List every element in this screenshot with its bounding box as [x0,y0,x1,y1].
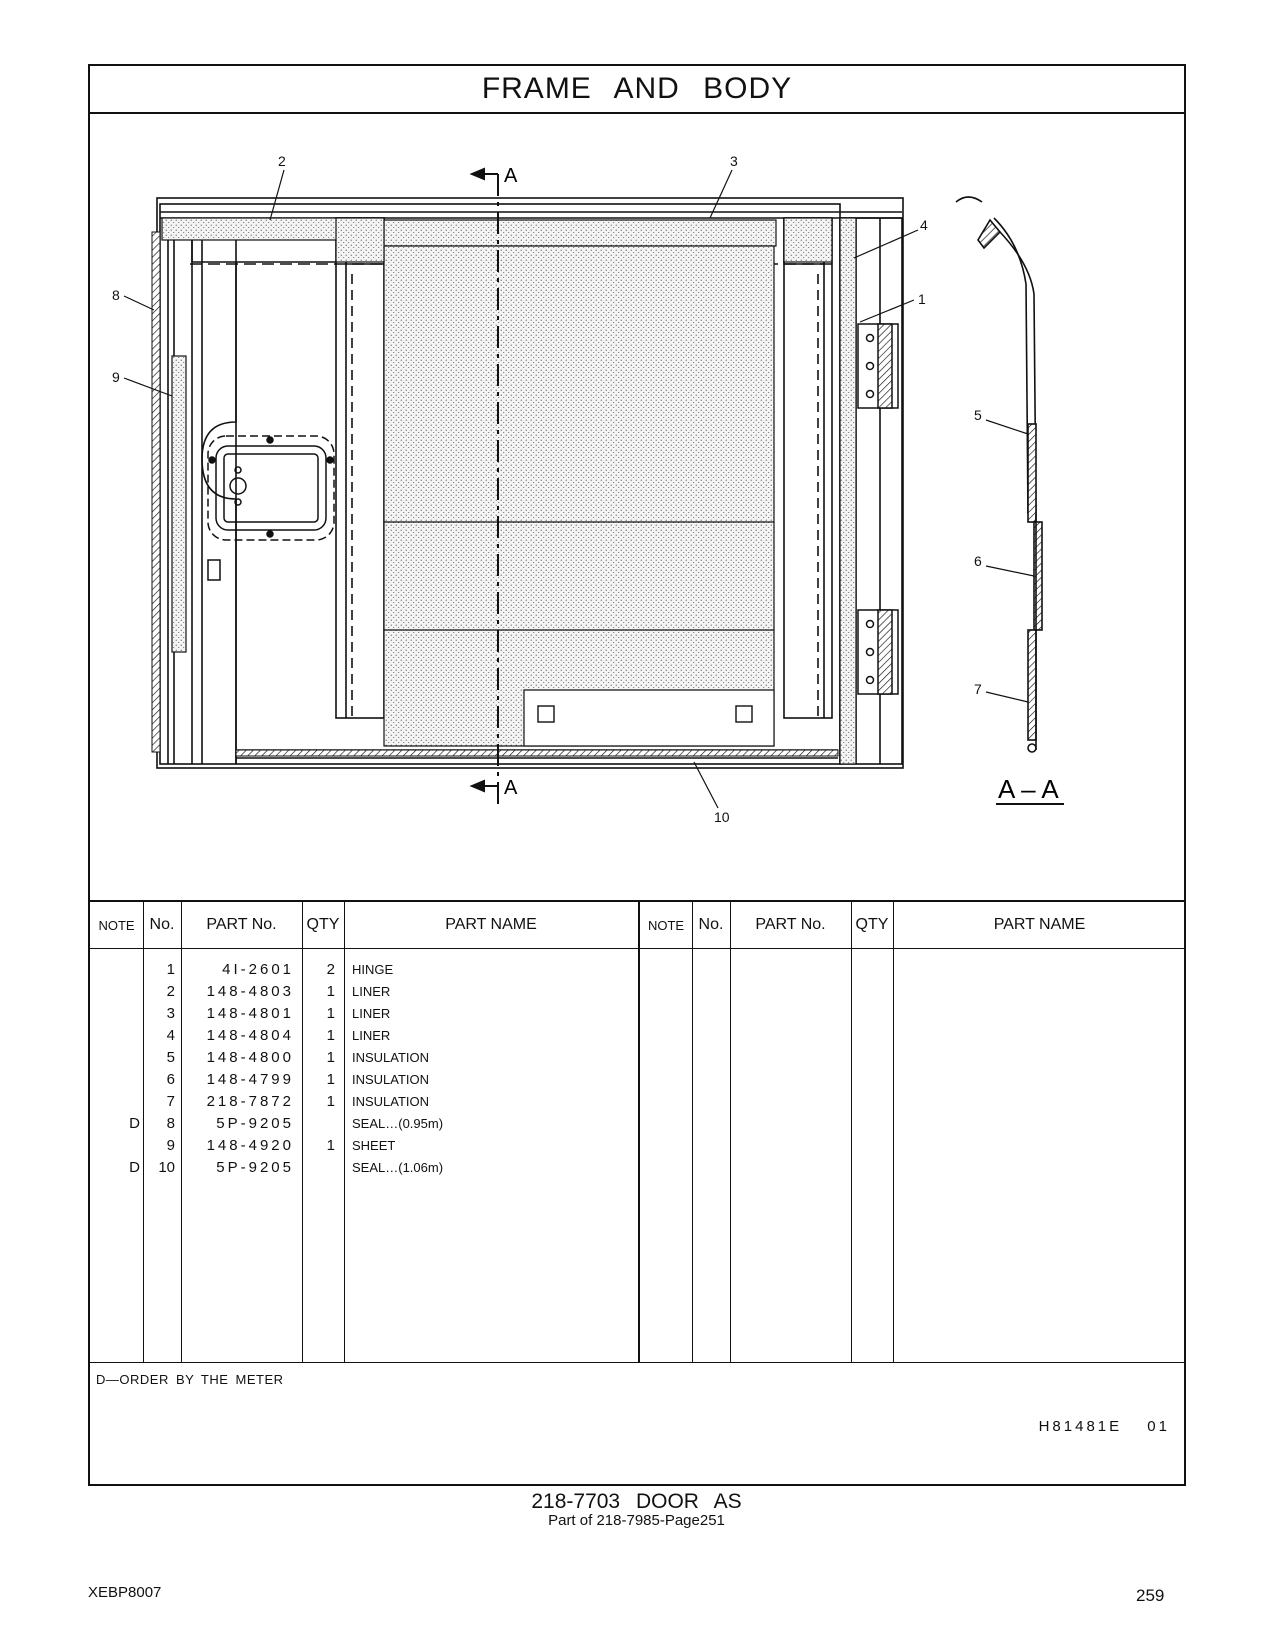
callout-5: 5 [974,407,982,423]
section-marker-top: A [504,165,518,187]
callout-1: 1 [918,291,926,307]
table-row: 9 148-4920 1 SHEET [166,1137,396,1154]
callout-7: 7 [974,681,982,697]
parts-table [90,902,1184,1362]
header-note-2: NOTE [647,917,685,933]
parts-sheet [88,64,1186,1486]
callout-4: 4 [920,217,928,233]
header-part-name: PART NAME [445,916,537,933]
section-label: A – A [998,774,1059,804]
note-legend: D—ORDER BY THE METER [96,1372,284,1387]
section-view [956,197,1042,752]
table-bottom-border [90,1362,1184,1363]
header-qty: QTY [306,916,340,933]
header-no-2: No. [698,916,724,933]
header-note: NOTE [98,917,135,933]
latch-plate [208,436,334,580]
table-row: 3 148-4801 1 LINER [166,1005,391,1022]
assembly-subcaption: Part of 218-7985-Page251 [548,1512,725,1529]
callout-8: 8 [112,287,120,303]
insulation-panels [162,218,856,764]
callout-6: 6 [974,553,982,569]
table-row: D 8 5P-9205 SEAL…(0.95m) [129,1115,444,1132]
table-row: 6 148-4799 1 INSULATION [166,1071,430,1088]
table-row: 1 4I-2601 2 HINGE [166,961,394,978]
drawing-id: H81481E 01 [1038,1418,1170,1435]
header-part-no: PART No. [206,916,277,933]
section-marker-bottom: A [504,777,518,799]
hinges [858,324,898,694]
callout-3: 3 [730,153,738,169]
header-part-no-2: PART No. [755,916,826,933]
parts-drawing [90,114,1184,902]
header-no: No. [149,916,175,933]
header-qty-2: QTY [855,916,889,933]
header-part-name-2: PART NAME [993,916,1086,933]
document-code: XEBP8007 [88,1584,162,1601]
seal-bottom [236,750,838,756]
table-row: 4 148-4804 1 LINER [166,1027,391,1044]
table-row: D 10 5P-9205 SEAL…(1.06m) [129,1159,444,1176]
page-number: 259 [1136,1586,1165,1605]
assembly-caption: 218-7703 DOOR AS [531,1490,742,1513]
door-assembly-illustration [90,114,1184,900]
callout-10: 10 [714,809,730,825]
page-title: FRAME AND BODY [90,66,1184,114]
callout-9: 9 [112,369,120,385]
table-row: 7 218-7872 1 INSULATION [166,1093,430,1110]
callout-2: 2 [278,153,286,169]
table-row: 5 148-4800 1 INSULATION [166,1049,430,1066]
table-row: 2 148-4803 1 LINER [166,983,391,1000]
